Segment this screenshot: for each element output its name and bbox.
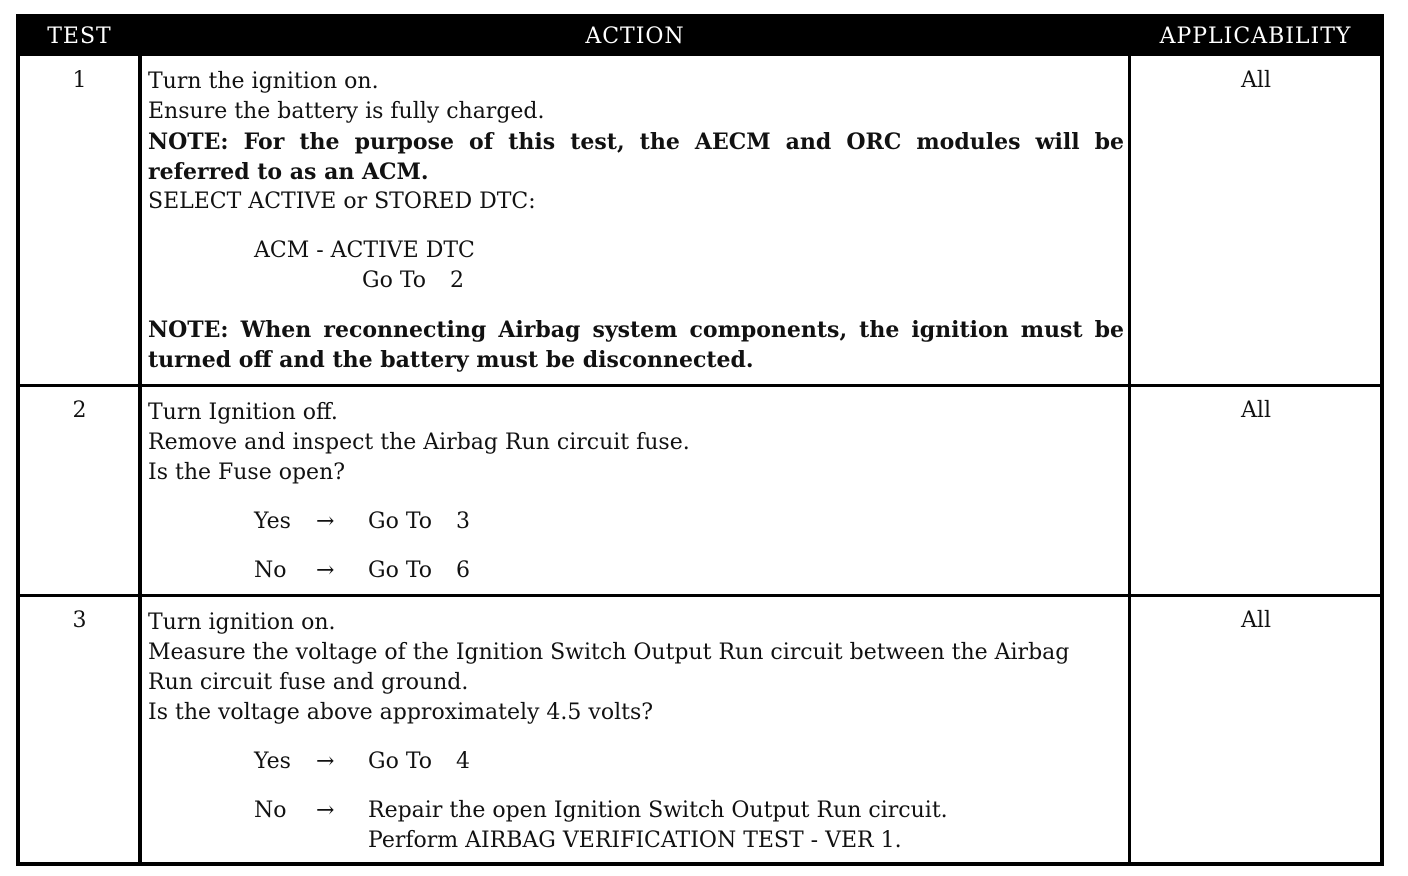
goto-target: 4 xyxy=(456,749,471,774)
action-line: SELECT ACTIVE or STORED DTC: xyxy=(148,189,536,214)
diagnostic-test-table xyxy=(16,14,1384,866)
action-cell xyxy=(148,608,1124,856)
goto-target: 3 xyxy=(456,509,471,534)
note: NOTE: When reconnecting Airbag system components, the ignition must be turned off and the battery must be disconnected. xyxy=(148,317,1124,373)
applicability-value: All xyxy=(1241,608,1271,633)
repair-action: Repair the open Ignition Switch Output Run circuit. xyxy=(368,798,948,823)
goto-label: Go To xyxy=(362,268,427,293)
column-divider xyxy=(1128,18,1131,866)
arrow-icon: → xyxy=(316,749,335,774)
header-action: ACTION xyxy=(142,18,1128,56)
goto-label: Go To xyxy=(368,509,433,534)
action-cell xyxy=(148,67,1124,375)
action-line: Measure the voltage of the Ignition Switch Output Run circuit between the Airbag xyxy=(148,640,1070,665)
action-line: Is the voltage above approximately 4.5 volts? xyxy=(148,700,654,725)
arrow-icon: → xyxy=(316,558,335,583)
yes-label: Yes xyxy=(254,509,291,534)
no-branch xyxy=(148,556,1124,586)
goto-line xyxy=(148,266,1124,296)
action-line: Turn ignition on. xyxy=(148,610,336,635)
note: NOTE: For the purpose of this test, the AECM and ORC modules will be referred to as an ACM. xyxy=(148,129,1124,185)
goto-label: Go To xyxy=(368,749,433,774)
no-label: No xyxy=(254,798,287,823)
action-line: Remove and inspect the Airbag Run circuit fuse. xyxy=(148,430,690,455)
action-line: Is the Fuse open? xyxy=(148,460,346,485)
action-cell xyxy=(148,398,1124,586)
dtc-option: ACM - ACTIVE DTC xyxy=(254,238,475,263)
yes-branch xyxy=(148,747,1124,777)
arrow-icon: → xyxy=(316,798,335,823)
yes-label: Yes xyxy=(254,749,291,774)
row-divider xyxy=(20,384,1380,387)
verification-action: Perform AIRBAG VERIFICATION TEST - VER 1. xyxy=(368,828,902,853)
action-line: Turn Ignition off. xyxy=(148,400,338,425)
goto-target: 6 xyxy=(456,558,471,583)
no-label: No xyxy=(254,558,287,583)
applicability-value: All xyxy=(1241,68,1271,93)
applicability-value: All xyxy=(1241,398,1271,423)
action-line: Ensure the battery is fully charged. xyxy=(148,99,545,124)
column-divider xyxy=(138,18,142,866)
arrow-icon: → xyxy=(316,509,335,534)
header-test: TEST xyxy=(20,18,139,56)
test-number: 1 xyxy=(72,68,87,93)
action-line: Run circuit fuse and ground. xyxy=(148,670,469,695)
test-number: 3 xyxy=(72,608,87,633)
header-applicability: APPLICABILITY xyxy=(1131,18,1380,56)
goto-label: Go To xyxy=(368,558,433,583)
no-branch xyxy=(148,796,1124,826)
yes-branch xyxy=(148,507,1124,537)
goto-target: 2 xyxy=(450,268,465,293)
test-number: 2 xyxy=(72,398,87,423)
row-divider xyxy=(20,594,1380,597)
action-line: Turn the ignition on. xyxy=(148,69,379,94)
